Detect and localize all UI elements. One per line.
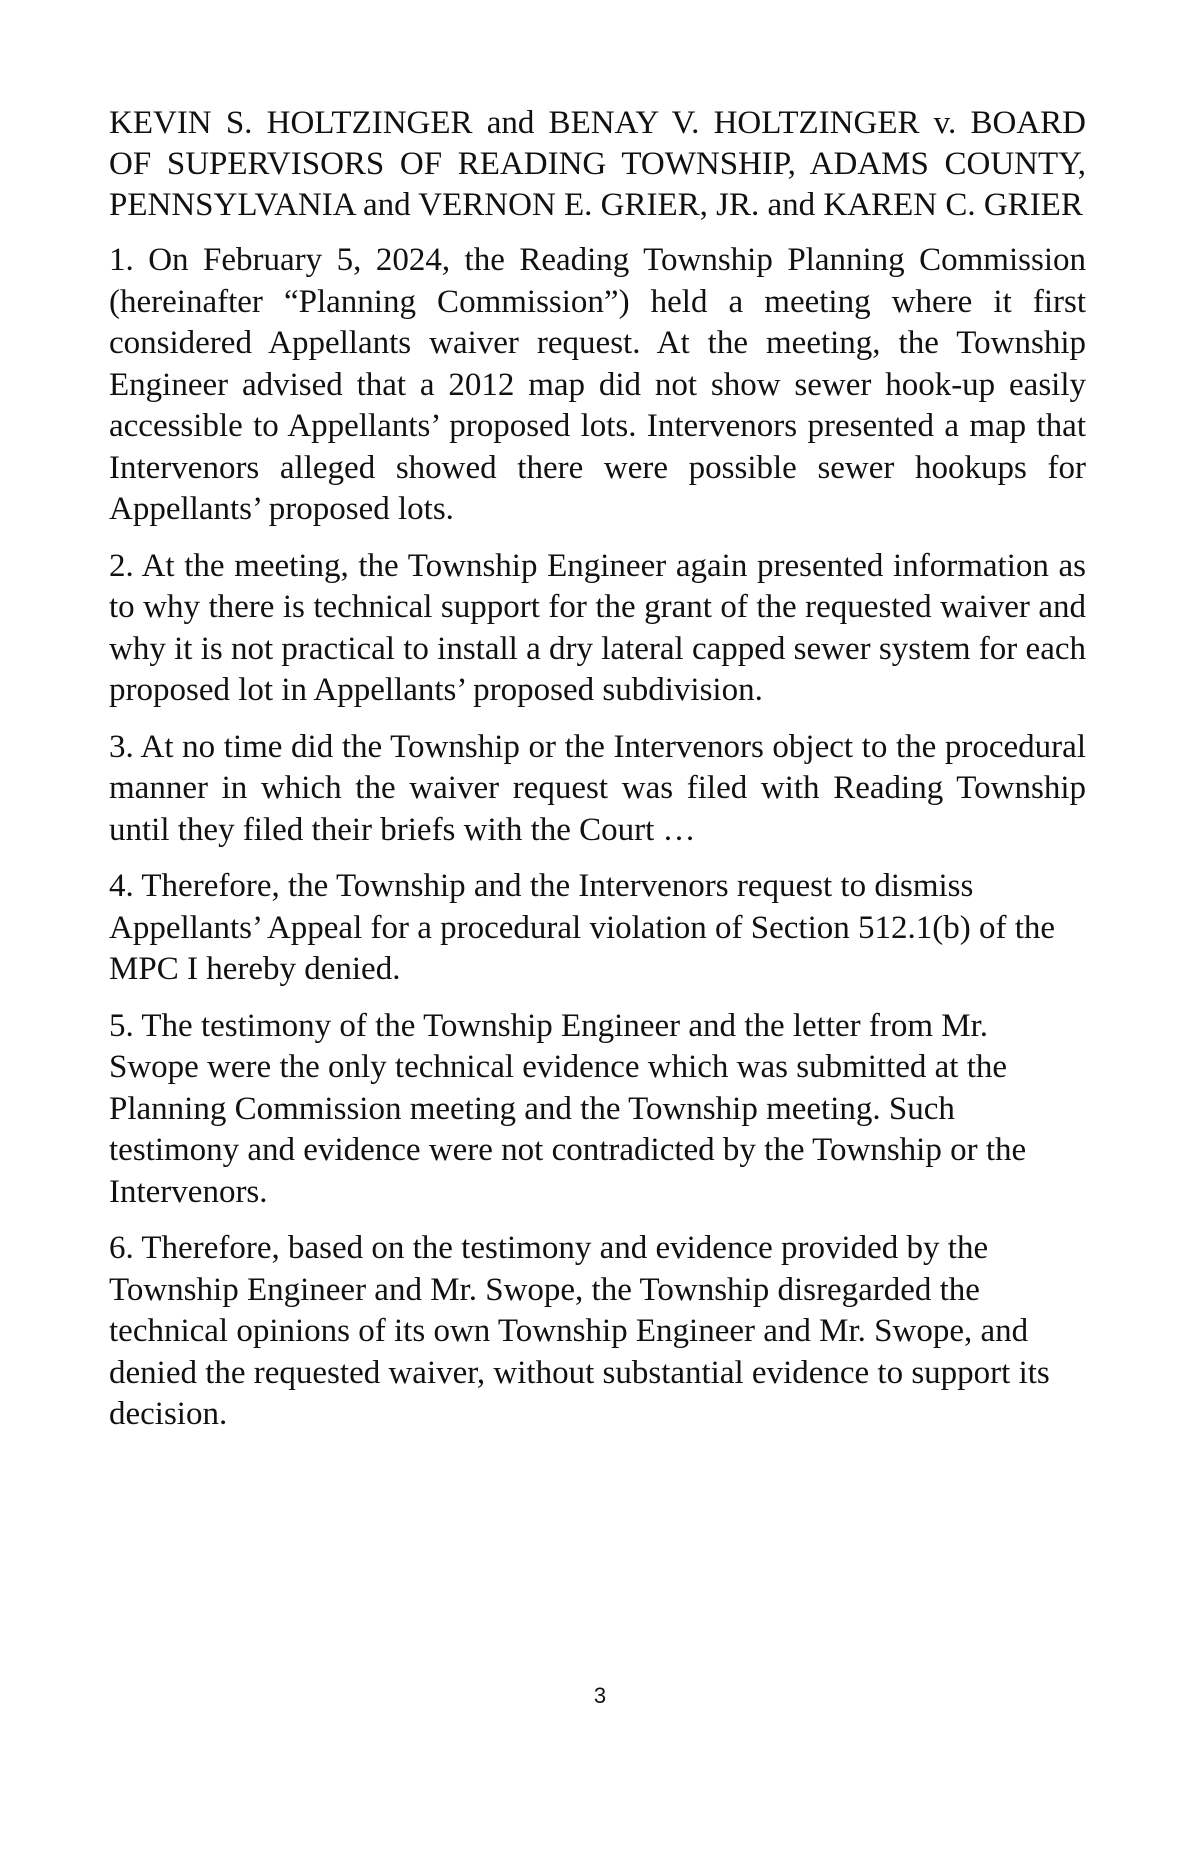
paragraph-3: 3. At no time did the Township or the Intervenors object to the procedural manner in which the waiver request was filed with Reading Township until they filed their briefs with the Court … [109, 728, 1086, 848]
paragraph-4: 4. Therefore, the Township and the Intervenors request to dismiss Appellants’ Appeal for a procedural violation of Section 512.1(b) of the MPC I hereby denied. [109, 868, 1056, 987]
paragraph-5: 5. The testimony of the Township Engineer and the letter from Mr. Swope were the only technical evidence which was submitted at the Planning Commission meeting and the Township meeting. Such testimony and evidence were not contradicted by the Township or the Intervenors. [109, 1007, 1027, 1210]
paragraph-6: 6. Therefore, based on the testimony and evidence provided by the Township Engineer and Mr. Swope, the Township disregarded the technical opinions of its own Township Engineer and Mr. Swope, and denied the requested waiver, without substantial evidence to support its decision. [109, 1230, 1050, 1432]
document-body [109, 103, 1086, 1451]
paragraph-1: 1. On February 5, 2024, the Reading Township Planning Commission (hereinafter “Planning Commission”) held a meeting where it first considered Appellants waiver request. At the meeting, the Township Engineer advised that a 2012 map did not show sewer hook-up easily accessible to Appellants’ proposed lots. Intervenors presented a map that Intervenors alleged showed there were possible sewer hookups for Appellants’ proposed lots. [109, 242, 1086, 527]
paragraph-2: 2. At the meeting, the Township Engineer again presented information as to why there is technical support for the grant of the requested waiver and why it is not practical to install a dry lateral capped sewer system for each proposed lot in Appellants’ proposed subdivision. [109, 547, 1086, 708]
case-caption: KEVIN S. HOLTZINGER and BENAY V. HOLTZINGER v. BOARD OF SUPERVISORS OF READING TOWNSHIP, ADAMS COUNTY, PENNSYLVANIA and VERNON E. GRIER, JR. and KAREN C. GRIER [109, 105, 1086, 223]
page-number: 3 [593, 1683, 607, 1708]
